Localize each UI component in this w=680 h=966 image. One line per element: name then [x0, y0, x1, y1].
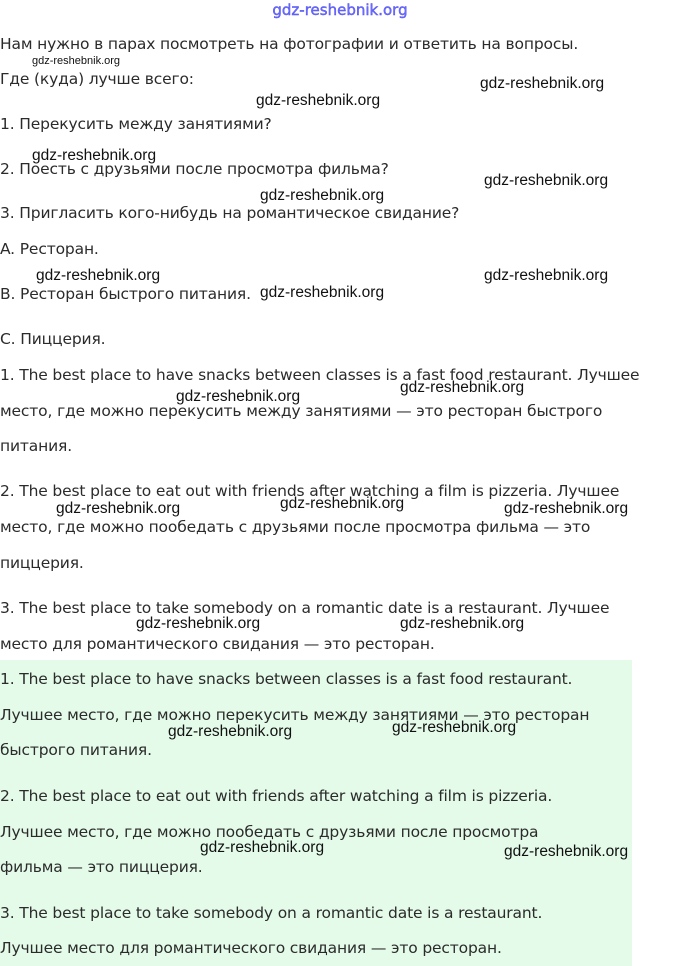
question-lead: Где (куда) лучше всего: [0, 70, 194, 88]
highlight-1-russian-line-1: Лучшее место, где можно перекусить между занятиями — это ресторан [0, 706, 590, 724]
question-1: 1. Перекусить между занятиями? [0, 115, 272, 133]
highlight-2-russian-line-2: фильма — это пиццерия. [0, 858, 203, 876]
watermark: gdz-reshebnik.org [168, 723, 293, 740]
highlight-2-russian-line-1: Лучшее место, где можно пообедать с друзьями после просмотра [0, 823, 539, 841]
highlight-1-english: 1. The best place to have snacks between classes is a fast food restaurant. [0, 670, 573, 688]
site-header-link[interactable]: gdz-reshebnik.org [272, 1, 408, 19]
answer-3-line-2: место для романтического свидания — это ресторан. [0, 635, 435, 653]
watermark: gdz-reshebnik.org [504, 843, 629, 860]
watermark: gdz-reshebnik.org [484, 172, 609, 189]
highlight-3-russian: Лучшее место для романтического свидания — это ресторан. [0, 939, 502, 957]
option-c: C. Пиццерия. [0, 330, 106, 348]
watermark: gdz-reshebnik.org [504, 500, 629, 517]
watermark: gdz-reshebnik.org [400, 615, 525, 632]
watermark: gdz-reshebnik.org [392, 719, 517, 736]
watermark: gdz-reshebnik.org [200, 839, 325, 856]
watermark: gdz-reshebnik.org [260, 187, 385, 204]
option-a: A. Ресторан. [0, 240, 99, 258]
watermark: gdz-reshebnik.org [32, 55, 121, 67]
watermark: gdz-reshebnik.org [32, 147, 157, 164]
option-b: B. Ресторан быстрого питания. [0, 285, 251, 303]
watermark: gdz-reshebnik.org [136, 615, 261, 632]
answer-2-line-1: 2. The best place to eat out with friends after watching a film is pizzeria. Лучшее [0, 482, 620, 500]
question-2: 2. Поесть с друзьями после просмотра фильма? [0, 160, 389, 178]
answer-1-line-3: питания. [0, 437, 72, 455]
answer-1-line-2: место, где можно перекусить между занятиями — это ресторан быстрого [0, 402, 603, 420]
watermark: gdz-reshebnik.org [484, 267, 609, 284]
watermark: gdz-reshebnik.org [56, 500, 181, 517]
watermark: gdz-reshebnik.org [280, 495, 405, 512]
watermark: gdz-reshebnik.org [36, 267, 161, 284]
answer-2-line-2: место, где можно пообедать с друзьями после просмотра фильма — это [0, 518, 591, 536]
task-intro: Нам нужно в парах посмотреть на фотографии и ответить на вопросы. [0, 35, 579, 53]
highlight-3-english: 3. The best place to take somebody on a romantic date is a restaurant. [0, 904, 543, 922]
answer-1-line-1: 1. The best place to have snacks between classes is a fast food restaurant. Лучшее [0, 366, 640, 384]
watermark: gdz-reshebnik.org [256, 92, 381, 109]
highlight-1-russian-line-2: быстрого питания. [0, 741, 152, 759]
watermark: gdz-reshebnik.org [176, 388, 301, 405]
watermark: gdz-reshebnik.org [400, 379, 525, 396]
question-3: 3. Пригласить кого-нибудь на романтическое свидание? [0, 204, 460, 222]
watermark: gdz-reshebnik.org [260, 284, 385, 301]
answer-2-line-3: пиццерия. [0, 554, 84, 572]
answer-3-line-1: 3. The best place to take somebody on a romantic date is a restaurant. Лучшее [0, 599, 610, 617]
highlight-2-english: 2. The best place to eat out with friends after watching a film is pizzeria. [0, 787, 553, 805]
watermark: gdz-reshebnik.org [480, 75, 605, 92]
